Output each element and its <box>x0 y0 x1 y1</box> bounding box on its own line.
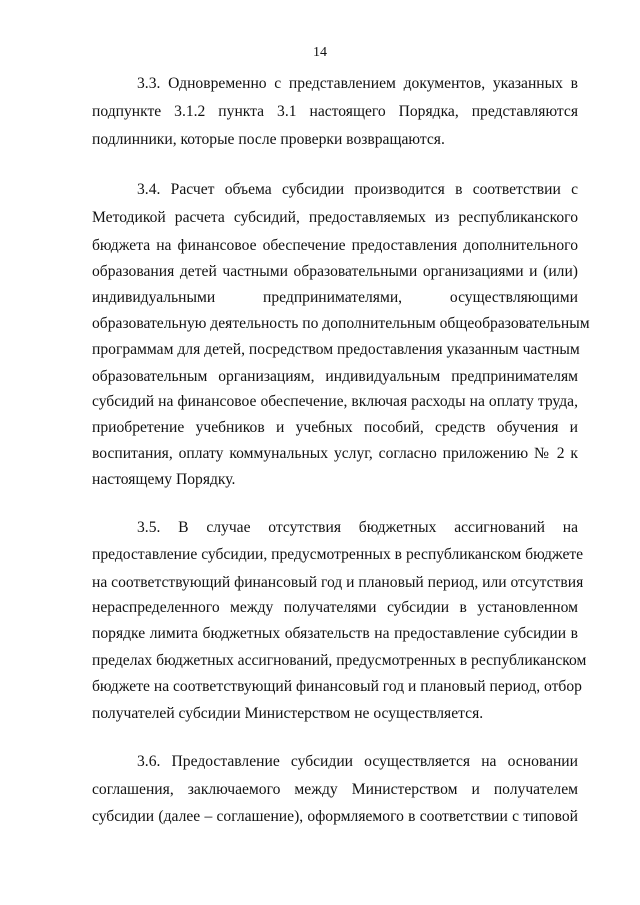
paragraph-line: настоящему Порядку. <box>92 471 236 488</box>
paragraph-line: образования детей частными образовательными организациями и (или) <box>92 263 578 280</box>
paragraph-line: индивидуальными предпринимателями, осуществляющими <box>92 289 578 306</box>
paragraph-line: получателей субсидии Министерством не осуществляется. <box>92 705 484 722</box>
paragraph-line: субсидий на финансовое обеспечение, включая расходы на оплату труда, <box>92 393 578 410</box>
paragraph-line: Методикой расчета субсидий, предоставляемых из республиканского <box>92 209 578 226</box>
paragraph-line: подпункте 3.1.2 пункта 3.1 настоящего Порядка, представляются <box>92 103 578 120</box>
paragraph-line: пределах бюджетных ассигнований, предусмотренных в республиканском <box>92 652 587 669</box>
paragraph-line: 3.3. Одновременно с представлением документов, указанных в <box>137 75 578 92</box>
paragraph-line: 3.4. Расчет объема субсидии производится в соответствии с <box>137 181 578 198</box>
paragraph-line: бюджета на финансовое обеспечение предоставления дополнительного <box>92 237 578 254</box>
paragraph-line: на соответствующий финансовый год и плановый период, или отсутствия <box>92 574 584 591</box>
paragraph-line: предоставление субсидии, предусмотренных в республиканском бюджете <box>92 546 584 563</box>
paragraph-line: бюджете на соответствующий финансовый год и плановый период, отбор <box>92 678 582 695</box>
paragraph-line: воспитания, оплату коммунальных услуг, согласно приложению № 2 к <box>92 445 578 462</box>
paragraph-line: образовательную деятельность по дополнительным общеобразовательным <box>92 315 590 332</box>
paragraph-line: субсидии (далее – соглашение), оформляемого в соответствии с типовой <box>92 808 578 825</box>
paragraph-line: 3.6. Предоставление субсидии осуществляется на основании <box>137 753 578 770</box>
paragraph-line: порядке лимита бюджетных обязательств на предоставление субсидии в <box>92 625 578 642</box>
paragraph-line: соглашения, заключаемого между Министерством и получателем <box>92 781 578 798</box>
paragraph-line: подлинники, которые после проверки возвращаются. <box>92 131 445 148</box>
paragraph-line: образовательным организациям, индивидуальным предпринимателям <box>92 368 578 385</box>
paragraph-line: нераспределенного между получателями субсидии в установленном <box>92 599 578 616</box>
page-number: 14 <box>313 45 327 60</box>
paragraph-line: приобретение учебников и учебных пособий, средств обучения и <box>92 419 578 436</box>
paragraph-line: 3.5. В случае отсутствия бюджетных ассигнований на <box>137 519 578 536</box>
paragraph-line: программам для детей, посредством предоставления указанным частным <box>92 341 580 358</box>
